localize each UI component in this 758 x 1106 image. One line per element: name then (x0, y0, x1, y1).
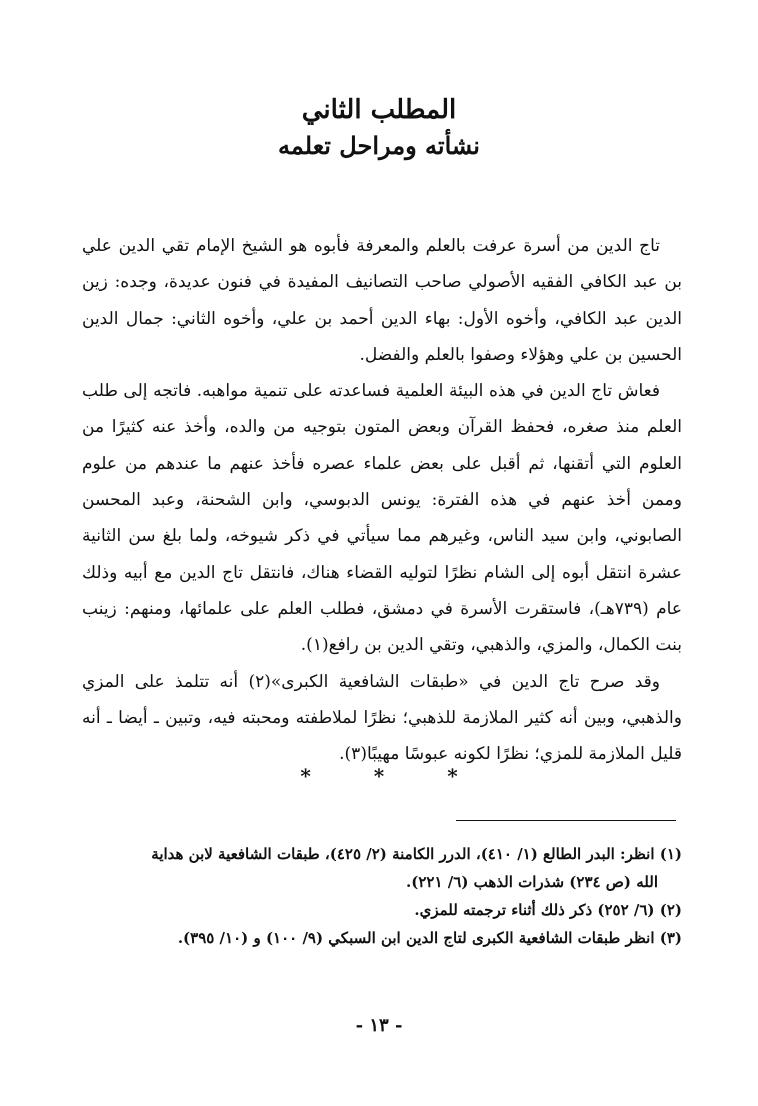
section-subtitle: نشأته ومراحل تعلمه (278, 131, 480, 160)
footnotes (82, 840, 682, 952)
body-text (82, 228, 682, 772)
section-separator (0, 764, 758, 788)
section-heading (0, 92, 758, 164)
separator-star: * (447, 764, 458, 788)
footnote-1-continuation: الله (ص ٢٣٤) شذرات الذهب (٦/ ٢٢١). (406, 873, 658, 891)
footnote-divider (456, 820, 676, 821)
separator-star: * (300, 764, 311, 788)
paragraph-3: وقد صرح تاج الدين في «طبقات الشافعية الكبرى»(٢) أنه تتلمذ على المزي والذهبي، وبين أنه كثير الملازمة للذهبي؛ نظرًا لملاطفته ومحبته فيه، وتبين ـ أيضا ـ أنه قليل الملازمة للمزي؛ نظرًا لكونه عبوسًا مهيبًا(٣). (82, 671, 682, 765)
paragraph-2: فعاش تاج الدين في هذه البيئة العلمية فساعدته على تنمية مواهبه. فاتجه إلى طلب العلم منذ صغره، فحفظ القرآن وبعض المتون بتوجيه من والده، وأخذ عنه كثيرًا من العلوم التي أتقنها، ثم أقبل على بعض علماء عصره فأخذ عنهم ما عندهم من علوم وممن أخذ عنهم في هذه الفترة: يونس الدبوسي، وابن الشحنة، وعبد المحسن الصابوني، وابن سيد الناس، وغيرهم مما سيأتي في ذكر شيوخه، ولما بلغ سن الثانية عشرة انتقل أبوه إلى الشام نظرًا لتوليه القضاء هناك، فانتقل تاج الدين مع أبيه وذلك عام (٧٣٩هـ)، فاستقرت الأسرة في دمشق، فطلب العلم على علمائها، ومنهم: زينب بنت الكمال، والمزي، والذهبي، وتقي الدين بن رافع(١). (82, 381, 682, 656)
footnote-2: (٢) (٦/ ٢٥٢) ذكر ذلك أثناء ترجمته للمزي. (414, 901, 682, 919)
paragraph-1: تاج الدين من أسرة عرفت بالعلم والمعرفة فأبوه هو الشيخ الإمام تقي الدين علي بن عبد الكافي الفقيه الأصولي صاحب التصانيف المفيدة في فنون عديدة، وجده: زين الدين عبد الكافي، وأخوه الأول: بهاء الدين أحمد بن علي، وأخوه الثاني: جمال الدين الحسين بن علي وهؤلاء وصفوا بالعلم والفضل. (82, 236, 682, 365)
footnote-1: (١) انظر: البدر الطالع (١/ ٤١٠)، الدرر الكامنة (٢/ ٤٢٥)، طبقات الشافعية لابن هداية (151, 845, 682, 863)
page-number: - ١٣ - (355, 1015, 403, 1036)
separator-star: * (373, 764, 385, 788)
footnote-3: (٣) انظر طبقات الشافعية الكبرى لتاج الدين ابن السبكي (٩/ ١٠٠) و (١٠/ ٣٩٥). (177, 929, 682, 947)
section-title: المطلب الثاني (301, 95, 457, 125)
